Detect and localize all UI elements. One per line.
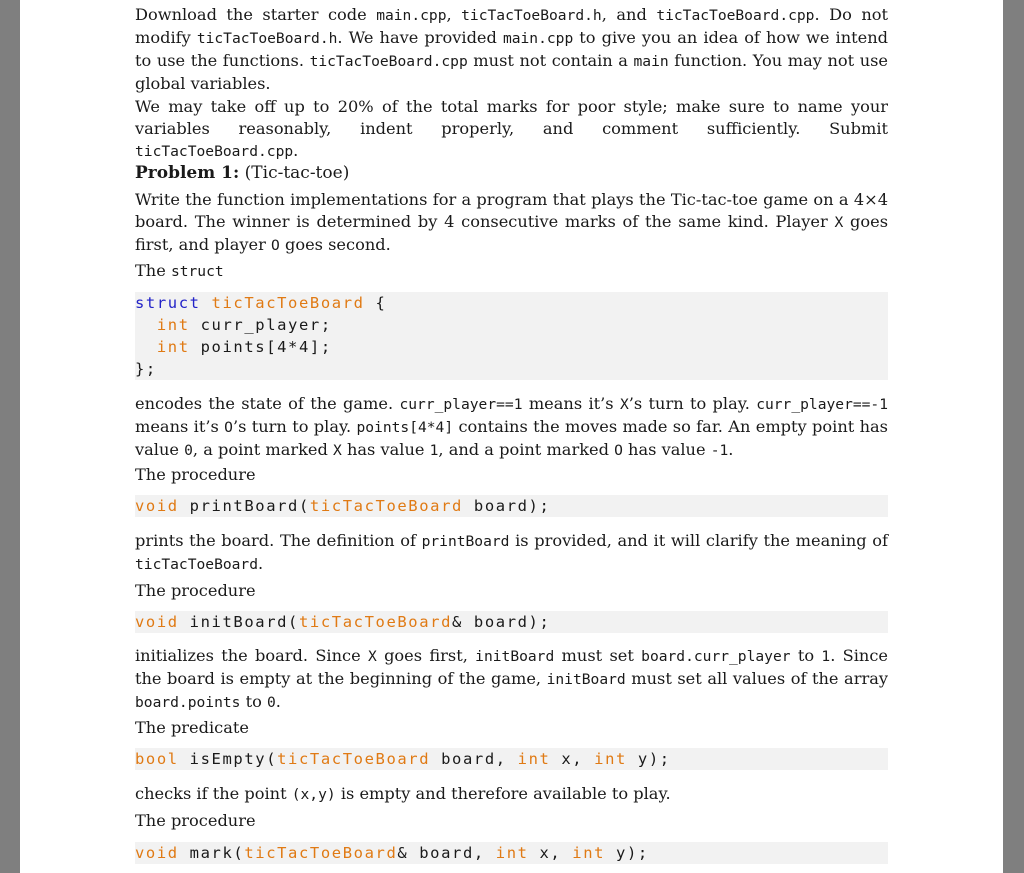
- problem-description: [135, 189, 888, 257]
- inline-code: 1: [429, 442, 439, 459]
- inline-code: initBoard: [546, 671, 626, 688]
- code-token: isEmpty(: [178, 750, 278, 768]
- text-run: contains the moves made so far. An empty point has value: [135, 417, 888, 459]
- problem-heading-title: (Tic-tac-toe): [244, 163, 350, 183]
- inline-code: ticTacToeBoard.cpp: [135, 143, 294, 160]
- code-keyword: void: [135, 844, 179, 862]
- code-token: board,: [430, 750, 518, 768]
- text-run: goes first,: [376, 646, 476, 665]
- code-keyword: int: [156, 338, 190, 356]
- predicate-label: The predicate: [135, 718, 249, 737]
- text-run: function. You may not use global variables.: [135, 51, 889, 93]
- code-line: [135, 748, 888, 770]
- inline-code: ticTacToeBoard.h: [461, 7, 602, 24]
- init-board-code: [135, 611, 888, 633]
- code-keyword: ticTacToeBoard: [277, 750, 431, 768]
- code-line: [135, 358, 888, 380]
- text-run: to: [240, 692, 267, 711]
- code-keyword: ticTacToeBoard: [298, 613, 453, 631]
- code-token: };: [135, 360, 157, 378]
- text-run: is empty and therefore available to play.: [335, 784, 671, 803]
- inline-code: printBoard: [421, 533, 510, 550]
- inline-code: 0: [184, 442, 193, 459]
- code-token: & board,: [397, 844, 496, 862]
- inline-code: 0: [266, 694, 276, 711]
- inline-code: -1: [710, 442, 729, 459]
- inline-code: points[4*4]: [356, 419, 454, 436]
- text-run: ’s turn to play.: [628, 394, 757, 413]
- code-keyword: int: [495, 844, 529, 862]
- text-run: goes first, and player: [135, 212, 889, 254]
- code-keyword: int: [594, 750, 627, 768]
- procedure-label-mark: The procedure: [135, 811, 256, 830]
- code-keyword: struct: [135, 294, 201, 312]
- inline-code: main: [633, 53, 669, 70]
- inline-code: O: [614, 442, 623, 459]
- inline-code: X: [619, 396, 629, 413]
- text-run: must not contain a: [467, 51, 634, 70]
- text-run: .: [728, 440, 734, 459]
- code-keyword: ticTacToeBoard: [309, 497, 463, 515]
- code-keyword: ticTacToeBoard: [244, 844, 398, 862]
- print-board-code: [135, 495, 888, 517]
- inline-code: board.points: [135, 694, 241, 711]
- code-keyword: int: [517, 750, 551, 768]
- inline-code: struct: [170, 263, 224, 280]
- code-token: board);: [462, 497, 551, 515]
- inline-code: main.cpp: [502, 30, 574, 47]
- code-line: [135, 314, 888, 336]
- text-run: . Since the board is empty at the beginning of the game,: [135, 646, 888, 688]
- code-keyword: void: [135, 613, 179, 631]
- inline-code: board.curr_player: [641, 648, 791, 665]
- code-keyword: int: [156, 316, 190, 334]
- code-line: [135, 336, 888, 358]
- text-run: prints the board. The definition of: [135, 531, 422, 550]
- procedure-label-init: The procedure: [135, 581, 256, 600]
- code-token: initBoard(: [178, 613, 299, 631]
- text-run: to: [790, 646, 822, 665]
- code-token: printBoard(: [178, 497, 310, 515]
- inline-code: ticTacToeBoard.h: [196, 30, 338, 47]
- code-keyword: bool: [135, 750, 179, 768]
- text-run: , a point marked: [192, 440, 334, 459]
- text-run: has value: [341, 440, 430, 459]
- struct-label: [135, 260, 224, 283]
- code-line: [135, 611, 888, 633]
- text-run: initializes the board. Since: [135, 646, 368, 665]
- text-run: means it’s: [135, 417, 225, 436]
- inline-code: ticTacToeBoard.cpp: [656, 7, 815, 24]
- code-keyword: ticTacToeBoard: [211, 294, 365, 312]
- text-run: Download the starter code: [135, 5, 377, 24]
- code-token: x,: [550, 750, 595, 768]
- struct-explanation: [135, 393, 888, 462]
- text-run: .: [258, 554, 264, 573]
- text-run: to give you an idea of how we intend to use the functions.: [135, 28, 889, 70]
- code-token: & board);: [452, 613, 551, 631]
- text-run: is provided, and it will clarify the meaning of: [509, 531, 888, 550]
- text-run: . We have provided: [337, 28, 503, 47]
- code-line: [135, 292, 888, 314]
- mark-code: [135, 842, 888, 864]
- inline-code: ticTacToeBoard.cpp: [309, 53, 468, 70]
- text-run: encodes the state of the game.: [135, 394, 400, 413]
- text-run: must set all values of the array: [625, 669, 888, 688]
- text-run: goes second.: [279, 235, 391, 254]
- code-keyword: int: [572, 844, 606, 862]
- init-board-explanation: [135, 645, 888, 714]
- code-token: y);: [626, 750, 671, 768]
- code-token: [135, 338, 157, 356]
- inline-code: 1: [821, 648, 831, 665]
- code-line: [135, 495, 888, 517]
- code-keyword: void: [135, 497, 179, 515]
- text-run: The: [135, 261, 171, 280]
- inline-code: ticTacToeBoard: [135, 556, 259, 573]
- code-line: [135, 842, 888, 864]
- inline-code: curr_player==-1: [756, 396, 888, 413]
- is-empty-explanation: [135, 783, 888, 806]
- inline-code: O: [271, 237, 280, 254]
- intro-paragraph-style: [135, 96, 888, 163]
- text-run: .: [293, 141, 299, 160]
- text-run: We may take off up to 20% of the total marks for poor style; make sure to name your variables reasonably, indent properly, and comment sufficiently. Submit: [135, 97, 888, 138]
- is-empty-code: [135, 748, 888, 770]
- code-token: mark(: [178, 844, 245, 862]
- text-run: Write the function implementations for a program that plays the Tic-tac-toe game on a 4×4 board. The winner is determined by 4 consecutive marks of the same kind. Player: [135, 190, 888, 231]
- text-run: must set: [554, 646, 642, 665]
- text-run: ’s turn to play.: [232, 417, 357, 436]
- inline-code: X: [834, 214, 844, 231]
- text-run: has value: [622, 440, 711, 459]
- code-token: {: [364, 294, 387, 312]
- text-run: , and a point marked: [438, 440, 615, 459]
- print-board-explanation: [135, 530, 888, 576]
- inline-code: X: [367, 648, 377, 665]
- code-token: points[4*4];: [189, 338, 332, 356]
- problem-heading: [135, 162, 349, 184]
- intro-paragraph-starter-code: [135, 4, 888, 95]
- struct-code-block: [135, 292, 888, 380]
- inline-code: initBoard: [475, 648, 555, 665]
- text-run: , and: [601, 5, 657, 24]
- code-token: y);: [605, 844, 649, 862]
- code-token: x,: [528, 844, 573, 862]
- text-run: ,: [446, 5, 462, 24]
- inline-code: main.cpp: [376, 7, 447, 24]
- inline-code: curr_player==1: [399, 396, 523, 413]
- inline-code: O: [224, 419, 233, 436]
- text-run: checks if the point: [135, 784, 292, 803]
- document-page: [20, 0, 1003, 873]
- code-token: [135, 316, 157, 334]
- text-run: . Do not modify: [135, 5, 888, 47]
- procedure-label-print: The procedure: [135, 465, 256, 484]
- inline-code: (x,y): [291, 786, 336, 803]
- problem-heading-number: Problem 1:: [135, 163, 240, 183]
- code-token: [201, 294, 212, 312]
- inline-code: X: [333, 442, 342, 459]
- text-run: means it’s: [522, 394, 620, 413]
- text-run: .: [275, 692, 281, 711]
- code-token: curr_player;: [189, 316, 332, 334]
